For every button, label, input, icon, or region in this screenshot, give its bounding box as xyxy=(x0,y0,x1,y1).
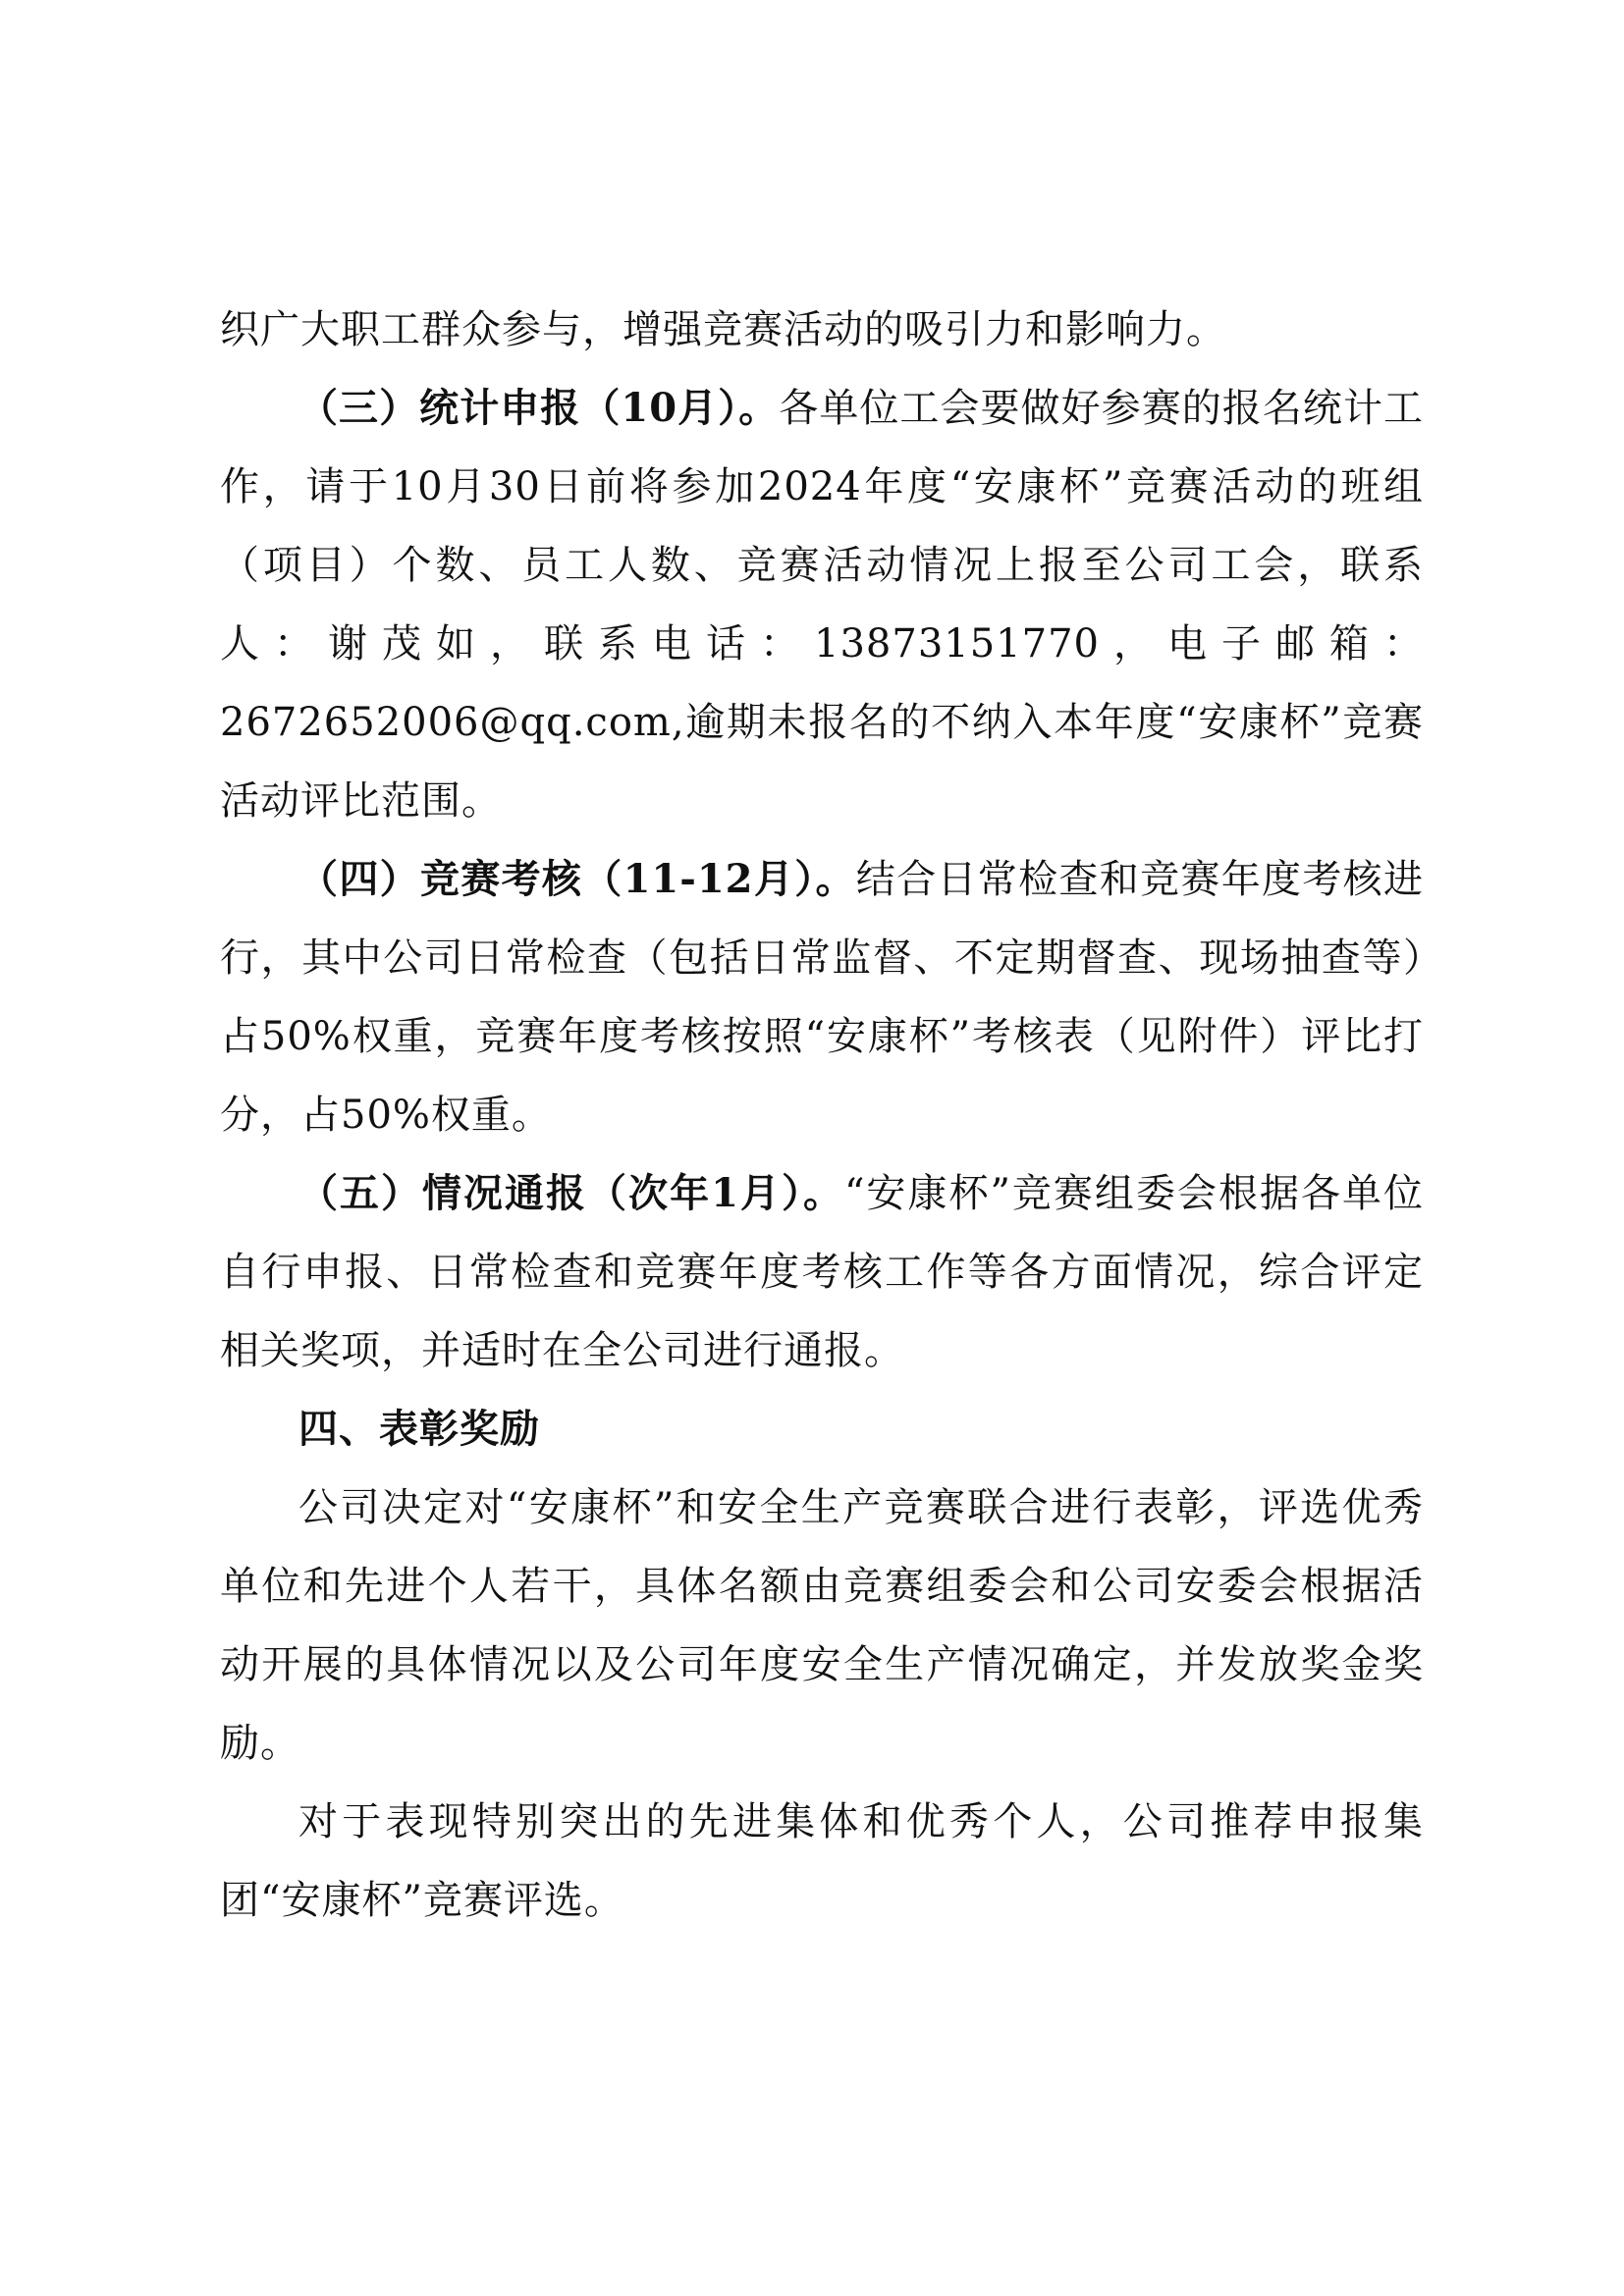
paragraph-text: 织广大职工群众参与，增强竞赛活动的吸引力和影响力。 xyxy=(220,307,1226,352)
section-heading-rewards: 四、表彰奖励 xyxy=(298,1406,540,1452)
paragraph-lead: （四）竞赛考核（11-12月）。 xyxy=(298,856,856,902)
paragraph-continuation xyxy=(220,291,1424,369)
paragraph-situation-notice xyxy=(220,1154,1424,1390)
paragraph-statistics-report xyxy=(220,369,1424,840)
paragraph-lead: （三）统计申报（10月）。 xyxy=(298,385,780,431)
document-body xyxy=(220,291,1424,1940)
paragraph-commendation xyxy=(220,1468,1424,1783)
paragraph-text: 各单位工会要做好参赛的报名统计工作，请于10月30日前将参加2024年度“安康杯”竞赛活动的班组（项目）个数、员工人数、竞赛活动情况上报至公司工会，联系人：谢茂如，联系电话：13873151770，电子邮箱：2672652006@qq.com,逾期未报名的不纳入本年度“安康杯”竞赛活动评比范围。 xyxy=(220,386,1425,824)
paragraph-text: “安康杯”竞赛组委会根据各单位自行申报、日常检查和竞赛年度考核工作等各方面情况，综合评定相关奖项，并适时在全公司进行通报。 xyxy=(220,1171,1424,1373)
paragraph-text: 公司决定对“安康杯”和安全生产竞赛联合进行表彰，评选优秀单位和先进个人若干，具体名额由竞赛组委会和公司安委会根据活动开展的具体情况以及公司年度安全生产情况确定，并发放奖金奖励。 xyxy=(220,1485,1424,1766)
paragraph-competition-assessment xyxy=(220,840,1424,1154)
paragraph-recommendation xyxy=(220,1783,1424,1940)
paragraph-text: 对于表现特别突出的先进集体和优秀个人，公司推荐申报集团“安康杯”竞赛评选。 xyxy=(220,1799,1424,1923)
paragraph-lead: （五）情况通报（次年1月）。 xyxy=(298,1170,844,1216)
paragraph-text: 结合日常检查和竞赛年度考核进行，其中公司日常检查（包括日常监督、不定期督查、现场抽查等）占50%权重，竞赛年度考核按照“安康杯”考核表（见附件）评比打分，占50%权重。 xyxy=(220,857,1425,1138)
